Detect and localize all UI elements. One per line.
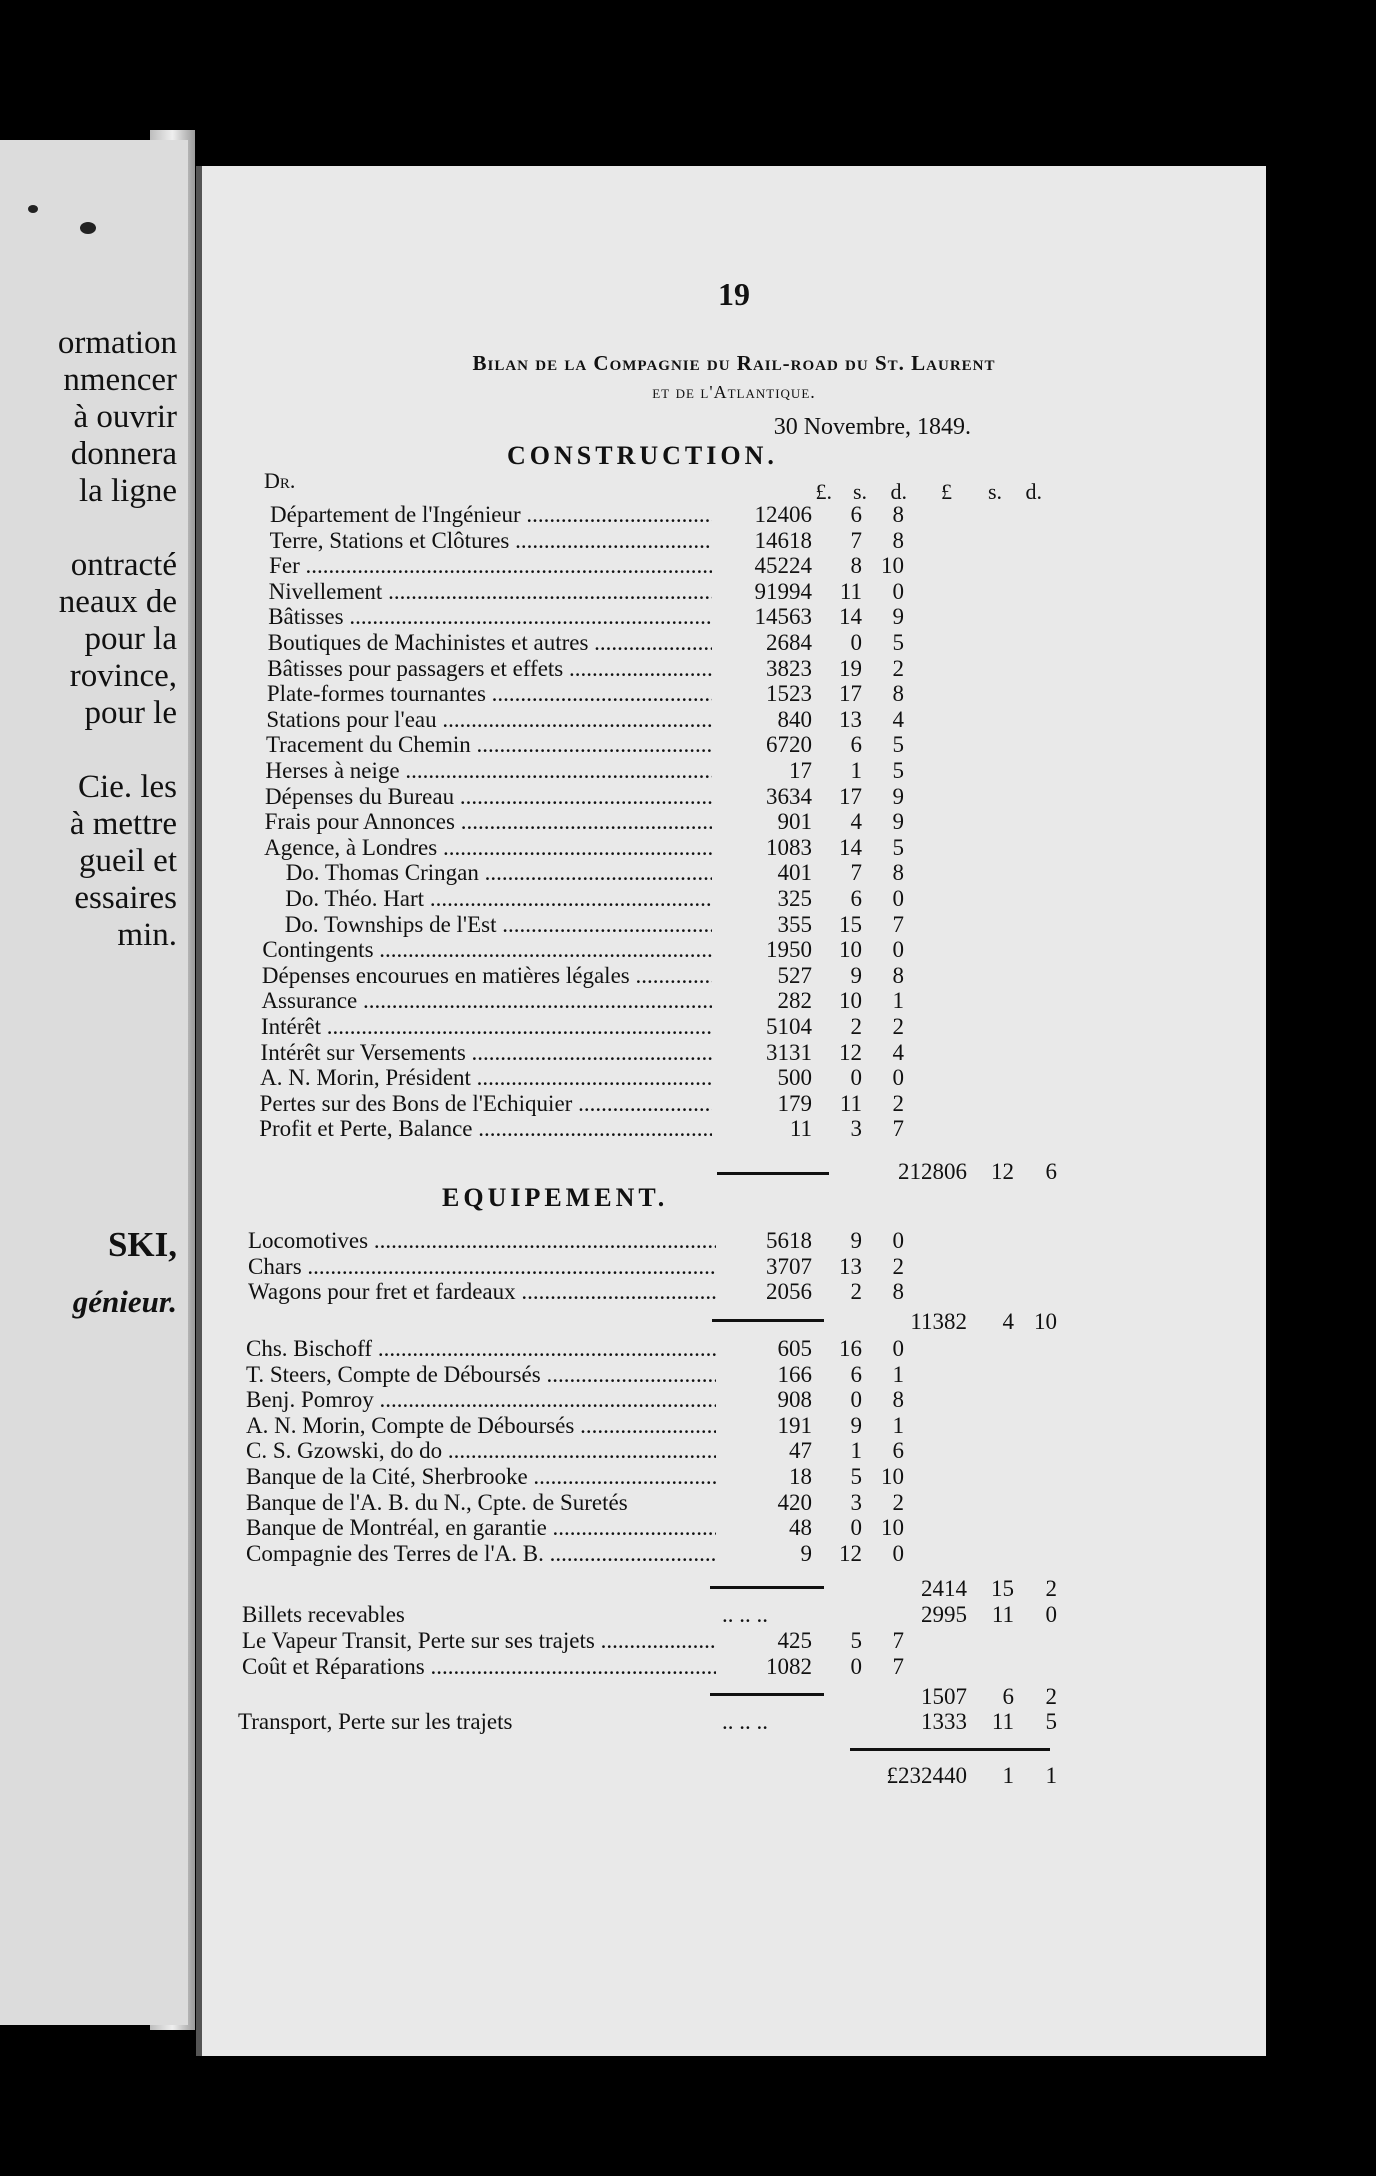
- ledger-row: [202, 1684, 1266, 1710]
- ledger-pence: 0: [1045, 1602, 1057, 1627]
- ledger-row: [202, 1438, 1266, 1464]
- ledger-row: [202, 604, 1266, 630]
- ledger-pounds: 47: [789, 1438, 812, 1463]
- left-page-line: gueil et: [78, 843, 177, 879]
- ledger-pence: 8: [892, 681, 904, 706]
- ledger-shillings: 0: [850, 630, 862, 655]
- ledger-pence: 2: [892, 1091, 904, 1116]
- ledger-row: [202, 784, 1266, 810]
- ledger-row: [202, 963, 1266, 989]
- ledger-shillings: 7: [850, 528, 862, 553]
- ledger-pounds: 3131: [766, 1040, 812, 1065]
- ledger-pence: 10: [881, 553, 904, 578]
- ledger-label: Billets recevables: [242, 1602, 405, 1627]
- ledger-pence: 10: [1034, 1309, 1057, 1334]
- ledger-shillings: 12: [839, 1040, 862, 1065]
- ledger-label: Chs. Bischoff .....: [246, 1336, 716, 1362]
- ledger-label: Bâtisses pour passagers et effets .....: [267, 656, 712, 682]
- ledger-shillings: 5: [850, 1628, 862, 1653]
- ledger-label: Dépenses du Bureau .....: [265, 784, 712, 810]
- ledger-shillings: 6: [850, 732, 862, 757]
- ledger-label: Chars .....: [248, 1254, 716, 1280]
- ledger-pounds: 11382: [910, 1309, 967, 1334]
- ledger-row: [202, 553, 1266, 579]
- ledger-pounds: 500: [777, 1065, 812, 1090]
- ledger-label: Frais pour Annonces .....: [265, 809, 712, 835]
- ledger-row: [202, 630, 1266, 656]
- ledger-label: Stations pour l'eau .....: [266, 707, 712, 733]
- ledger-pounds: 1333: [921, 1709, 967, 1734]
- ledger-pounds: 3634: [766, 784, 812, 809]
- dr-label: Dr.: [264, 468, 296, 493]
- ledger-shillings: 15: [839, 912, 862, 937]
- ledger-pounds: 91994: [754, 579, 812, 604]
- ledger-row: [202, 1159, 1266, 1185]
- ledger-pounds: 1083: [766, 835, 812, 860]
- ledger-pounds: 605: [777, 1336, 812, 1361]
- ledger-row: [202, 502, 1266, 528]
- column-header: s.: [987, 479, 1002, 504]
- ledger-label: Département de l'Ingénieur .....: [270, 502, 712, 528]
- ledger-pounds: 5104: [766, 1014, 812, 1039]
- ledger-row: [202, 1541, 1266, 1567]
- ledger-row: [202, 1279, 1266, 1305]
- ledger-label: Contingents .....: [262, 937, 712, 963]
- ledger-row: [202, 1116, 1266, 1142]
- left-page-line: essaires: [74, 880, 177, 916]
- ledger-shillings: 11: [839, 1091, 862, 1116]
- ledger-shillings: 15: [991, 1576, 1014, 1601]
- ledger-label: C. S. Gzowski, do do .....: [246, 1438, 716, 1464]
- ledger-pounds: 1507: [921, 1684, 967, 1709]
- ledger-pence: 2: [892, 1014, 904, 1039]
- ledger-pounds: 9: [800, 1541, 812, 1566]
- ledger-label: Intérêt .....: [261, 1014, 712, 1040]
- section-equipement: EQUIPEMENT.: [442, 1183, 669, 1212]
- ledger-label: Banque de la Cité, Sherbrooke .....: [246, 1464, 716, 1490]
- ledger-pounds: 908: [777, 1387, 812, 1412]
- ledger-pence: 5: [892, 732, 904, 757]
- ledger-label: Plate-formes tournantes .....: [267, 681, 712, 707]
- ledger-pence: 7: [892, 1116, 904, 1141]
- ledger-pounds: 14563: [754, 604, 812, 629]
- ledger-label: Intérêt sur Versements .....: [261, 1040, 712, 1066]
- ledger-pounds: 401: [777, 860, 812, 885]
- ledger-row: [202, 1464, 1266, 1490]
- ledger-pence: 9: [892, 784, 904, 809]
- ledger-shillings: 13: [839, 707, 862, 732]
- ledger-row: [202, 1602, 1266, 1628]
- ledger-pence: 8: [892, 963, 904, 988]
- ledger-row: [202, 1709, 1266, 1735]
- ledger-label: A. N. Morin, Président .....: [260, 1065, 712, 1091]
- ledger-shillings: 2: [850, 1279, 862, 1304]
- ledger-row: [202, 1336, 1266, 1362]
- ledger-shillings: 12: [839, 1541, 862, 1566]
- ledger-label: Do. Thomas Cringan .....: [286, 860, 712, 886]
- ledger-pounds: 11: [789, 1116, 812, 1141]
- ledger-pence: 10: [881, 1464, 904, 1489]
- ledger-row: [202, 937, 1266, 963]
- ledger-pence: 6: [1045, 1159, 1057, 1184]
- ledger-shillings: 9: [850, 963, 862, 988]
- ledger-pence: 7: [892, 1654, 904, 1679]
- ledger-label: Tracement du Chemin .....: [266, 732, 712, 758]
- ledger-pounds: 527: [777, 963, 812, 988]
- ledger-shillings: 5: [850, 1464, 862, 1489]
- ledger-pence: 7: [892, 1628, 904, 1653]
- ledger-pence: 5: [892, 835, 904, 860]
- left-page-line: à mettre: [69, 806, 177, 842]
- ledger-row: [202, 835, 1266, 861]
- ledger-row: [202, 1628, 1266, 1654]
- ledger-pence: 2: [1045, 1684, 1057, 1709]
- ledger-pence: 8: [892, 502, 904, 527]
- ledger-label: Herses à neige .....: [266, 758, 713, 784]
- left-page-line: ormation: [57, 325, 177, 361]
- ink-speck-2: [80, 222, 96, 234]
- ledger-pence: 8: [892, 1387, 904, 1412]
- ledger-label: Profit et Perte, Balance .....: [259, 1116, 712, 1142]
- ledger-shillings: 6: [850, 502, 862, 527]
- ledger-pounds: 6720: [766, 732, 812, 757]
- ledger-pence: 0: [892, 579, 904, 604]
- ledger-shillings: 0: [850, 1387, 862, 1412]
- ledger-row: [202, 1763, 1266, 1789]
- ledger-pence: 8: [892, 860, 904, 885]
- ledger-shillings: 4: [850, 809, 862, 834]
- ledger-row: [202, 1309, 1266, 1335]
- ledger-pounds: 840: [777, 707, 812, 732]
- ledger-pounds: 14618: [754, 528, 812, 553]
- ledger-pounds: 3707: [766, 1254, 812, 1279]
- ledger-pounds: 212806: [898, 1159, 967, 1184]
- ledger-label: Do. Théo. Hart .....: [285, 886, 712, 912]
- ledger-label: Boutiques de Machinistes et autres .....: [268, 630, 712, 656]
- ledger-row: [202, 1091, 1266, 1117]
- ledger-label: Nivellement .....: [269, 579, 712, 605]
- left-page-line: neaux de: [58, 584, 177, 620]
- ledger-shillings: 0: [850, 1515, 862, 1540]
- column-header: £: [941, 479, 952, 504]
- ledger-shillings: 9: [850, 1413, 862, 1438]
- left-page-line: la ligne: [78, 473, 177, 509]
- left-page-line: nmencer: [63, 362, 177, 398]
- ledger-shillings: 13: [839, 1254, 862, 1279]
- document-subtitle: et de l'Atlantique.: [652, 382, 816, 402]
- ledger-shillings: 14: [839, 835, 862, 860]
- ledger-label: Compagnie des Terres de l'A. B. .....: [246, 1541, 716, 1567]
- ledger-row: [202, 1413, 1266, 1439]
- ledger-pence: 2: [892, 656, 904, 681]
- ledger-pounds: 425: [777, 1628, 812, 1653]
- ledger-pence: 2: [892, 1490, 904, 1515]
- ledger-shillings: 4: [1002, 1309, 1014, 1334]
- ledger-pence: 10: [881, 1515, 904, 1540]
- ledger-pounds: 325: [777, 886, 812, 911]
- ledger-label: Terre, Stations et Clôtures .....: [270, 528, 712, 554]
- left-page-text: [0, 325, 185, 954]
- ledger-pence: 9: [892, 809, 904, 834]
- ledger-pounds: 1082: [766, 1654, 812, 1679]
- ledger-label: Wagons pour fret et fardeaux .....: [248, 1279, 716, 1305]
- ledger-label: A. N. Morin, Compte de Déboursés .....: [246, 1413, 716, 1439]
- ledger-row: [202, 1254, 1266, 1280]
- ledger-row: [202, 1515, 1266, 1541]
- ledger-pounds: 2995: [921, 1602, 967, 1627]
- ledger-row: [202, 681, 1266, 707]
- ledger-shillings: 19: [839, 656, 862, 681]
- column-header: s.: [852, 479, 867, 504]
- ledger-row: [202, 528, 1266, 554]
- ledger-shillings: 11: [839, 579, 862, 604]
- section-construction: CONSTRUCTION.: [507, 441, 778, 470]
- ledger-pounds: 12406: [754, 502, 812, 527]
- ledger-label: Transport, Perte sur les trajets: [238, 1709, 513, 1734]
- ledger-shillings: 17: [839, 784, 862, 809]
- ledger-pounds: 45224: [754, 553, 812, 578]
- ledger-pence: 8: [892, 1279, 904, 1304]
- ledger-row: [202, 988, 1266, 1014]
- ledger-pence: 0: [892, 1541, 904, 1566]
- ledger-label: Le Vapeur Transit, Perte sur ses trajets .....: [242, 1628, 716, 1654]
- ledger-shillings: 2: [850, 1014, 862, 1039]
- ledger-shillings: 0: [850, 1654, 862, 1679]
- ledger-pence: 8: [892, 528, 904, 553]
- left-page-line: à ouvrir: [73, 399, 177, 435]
- ledger-shillings: 17: [839, 681, 862, 706]
- ledger-shillings: 6: [850, 1362, 862, 1387]
- ledger-row: [202, 1040, 1266, 1066]
- ledger-label: Bâtisses .....: [268, 604, 712, 630]
- ledger-row: [202, 656, 1266, 682]
- ledger-shillings: 14: [839, 604, 862, 629]
- ledger-shillings: 1: [1002, 1763, 1014, 1788]
- ledger-label: Benj. Pomroy .....: [246, 1387, 716, 1413]
- ledger-shillings: 6: [850, 886, 862, 911]
- left-page-line: Cie. les: [78, 769, 177, 805]
- ledger-pence: 6: [892, 1438, 904, 1463]
- ledger-row: [202, 886, 1266, 912]
- ledger-pounds: £232440: [886, 1763, 967, 1788]
- ledger-pounds: 1950: [766, 937, 812, 962]
- ledger-pence: 0: [892, 937, 904, 962]
- ledger-label: Banque de l'A. B. du N., Cpte. de Suretés: [246, 1490, 628, 1515]
- ledger-pounds: 179: [777, 1091, 812, 1116]
- ledger-pence: 5: [892, 758, 904, 783]
- ledger-pounds: 2056: [766, 1279, 812, 1304]
- ledger-pence: 7: [892, 912, 904, 937]
- ledger-shillings: 7: [850, 860, 862, 885]
- left-page-line: donnera: [70, 436, 177, 472]
- ledger-pounds: 166: [777, 1362, 812, 1387]
- ledger-shillings: 3: [850, 1490, 862, 1515]
- ledger-pounds: 48: [789, 1515, 812, 1540]
- ledger-pounds: 2414: [921, 1576, 967, 1601]
- ledger-pence: 0: [892, 886, 904, 911]
- ledger-shillings: 10: [839, 988, 862, 1013]
- ledger-pence: 1: [1045, 1763, 1057, 1788]
- sum-rule: [850, 1748, 1050, 1751]
- ledger-pence: 9: [892, 604, 904, 629]
- ledger-row: [202, 1014, 1266, 1040]
- left-page-line: pour la: [84, 621, 177, 657]
- ledger-pence: 1: [892, 1362, 904, 1387]
- left-page-line: [0, 732, 185, 769]
- ledger-row: [202, 579, 1266, 605]
- ledger-row: [202, 732, 1266, 758]
- ledger-pence: 0: [892, 1065, 904, 1090]
- ledger-pounds: 1523: [766, 681, 812, 706]
- ledger-row: [202, 1362, 1266, 1388]
- ledger-row: [202, 1490, 1266, 1516]
- ledger-shillings: 10: [839, 937, 862, 962]
- ledger-pence: 1: [892, 988, 904, 1013]
- ledger-pence: 4: [892, 707, 904, 732]
- ledger-row: [202, 1576, 1266, 1602]
- ledger-label: Pertes sur des Bons de l'Echiquier .....: [260, 1091, 712, 1117]
- ledger-dots: .. .. ..: [722, 1709, 768, 1734]
- ledger-label: Assurance .....: [261, 988, 712, 1014]
- ledger-label: Do. Townships de l'Est .....: [285, 912, 712, 938]
- ledger-label: Banque de Montréal, en garantie .....: [246, 1515, 716, 1541]
- left-page-line: [0, 510, 185, 547]
- ledger-shillings: 11: [991, 1602, 1014, 1627]
- column-header: d.: [890, 479, 907, 504]
- ledger-row: [202, 1387, 1266, 1413]
- ledger-dots: .. .. ..: [722, 1602, 768, 1627]
- document-page: [196, 166, 1266, 2056]
- ledger-shillings: 0: [850, 1065, 862, 1090]
- ledger-shillings: 9: [850, 1228, 862, 1253]
- ledger-pence: 1: [892, 1413, 904, 1438]
- ledger-pounds: 420: [777, 1490, 812, 1515]
- ledger-pounds: 191: [777, 1413, 812, 1438]
- ledger-pounds: 17: [789, 758, 812, 783]
- left-page-line: min.: [117, 917, 177, 953]
- ledger-label: Dépenses encourues en matières légales .....: [262, 963, 712, 989]
- ledger-row: [202, 1065, 1266, 1091]
- ledger-row: [202, 860, 1266, 886]
- left-page-role: génieur.: [72, 1284, 177, 1319]
- ledger-label: Agence, à Londres .....: [264, 835, 712, 861]
- ledger-shillings: 1: [850, 758, 862, 783]
- ledger-row: [202, 809, 1266, 835]
- left-page-line: ontracté: [70, 547, 177, 583]
- ledger-label: T. Steers, Compte de Déboursés .....: [246, 1362, 716, 1388]
- ledger-label: Locomotives .....: [248, 1228, 716, 1254]
- ledger-label: Fer .....: [269, 553, 712, 579]
- ledger-row: [202, 707, 1266, 733]
- ledger-label: Coût et Réparations .....: [242, 1654, 716, 1680]
- ledger-pence: 4: [892, 1040, 904, 1065]
- ledger-pence: 0: [892, 1228, 904, 1253]
- ledger-pence: 2: [1045, 1576, 1057, 1601]
- ledger-shillings: 11: [991, 1709, 1014, 1734]
- left-page-line: rovince,: [69, 658, 177, 694]
- ledger-row: [202, 912, 1266, 938]
- left-page-name: SKI,: [107, 1225, 177, 1264]
- ledger-pounds: 18: [789, 1464, 812, 1489]
- column-header: £.: [815, 479, 832, 504]
- ledger-shillings: 3: [850, 1116, 862, 1141]
- left-page-line: pour le: [84, 695, 177, 731]
- ledger-row: [202, 1228, 1266, 1254]
- ledger-pence: 0: [892, 1336, 904, 1361]
- document-title: Bilan de la Compagnie du Rail-road du St. Laurent: [472, 351, 996, 375]
- page-number: 19: [718, 276, 750, 312]
- ledger-pence: 2: [892, 1254, 904, 1279]
- ledger-pounds: 3823: [766, 656, 812, 681]
- ledger-pounds: 282: [777, 988, 812, 1013]
- ledger-pounds: 2684: [766, 630, 812, 655]
- ledger-row: [202, 758, 1266, 784]
- ledger-shillings: 12: [991, 1159, 1014, 1184]
- column-header: d.: [1025, 479, 1042, 504]
- ledger-shillings: 16: [839, 1336, 862, 1361]
- ledger-shillings: 8: [850, 553, 862, 578]
- ledger-pounds: 355: [777, 912, 812, 937]
- ledger-shillings: 1: [850, 1438, 862, 1463]
- ledger-pounds: 901: [777, 809, 812, 834]
- ledger-row: [202, 1654, 1266, 1680]
- ledger-pence: 5: [892, 630, 904, 655]
- document-date: 30 Novembre, 1849.: [773, 414, 971, 440]
- ledger-pence: 5: [1045, 1709, 1057, 1734]
- ink-speck-1: [28, 205, 38, 213]
- ledger-shillings: 6: [1002, 1684, 1014, 1709]
- ledger-pounds: 5618: [766, 1228, 812, 1253]
